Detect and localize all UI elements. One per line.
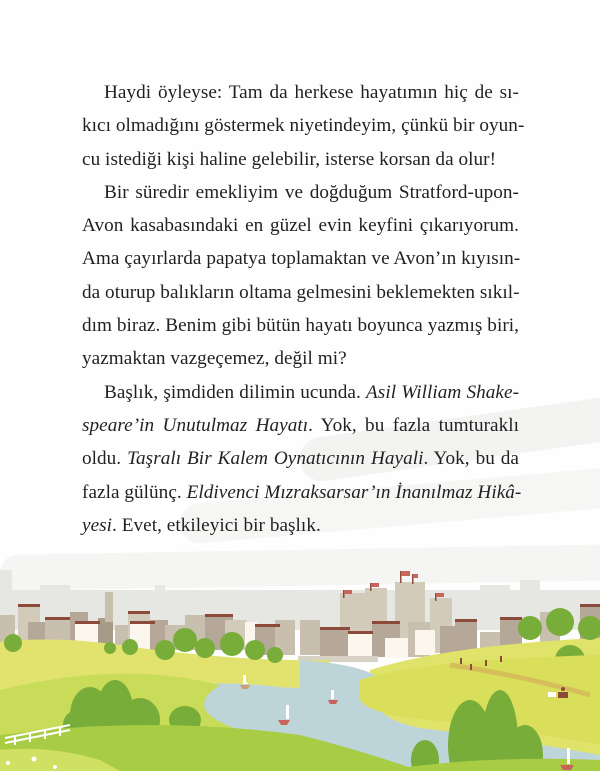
text-line [82, 309, 519, 342]
text-segment: Avon kasabasındaki en güzel evin keyfini çıkarıyorum. [82, 215, 519, 237]
text-line [82, 143, 519, 176]
text-segment: cu istediği kişi haline gelebilir, isterse korsan da olur! [82, 148, 497, 170]
text-line [82, 76, 519, 109]
text-line [82, 209, 519, 242]
text-segment: kıcı olmadığını göstermek niyetindeyim, çünkü bir oyun- [82, 115, 525, 137]
text-segment: . Evet, etkileyici bir başlık. [112, 514, 321, 536]
italic-title-text: yesi [82, 514, 113, 536]
text-segment: . Yok, bu da [423, 448, 519, 470]
text-segment: Haydi öyleyse: Tam da herkese hayatımın hiç de sı- [104, 82, 519, 103]
text-line [82, 409, 519, 442]
stratford-landscape-illustration [0, 560, 600, 771]
body-text [82, 76, 525, 542]
italic-title-text: Eldivenci Mızraksarsar’ın İnanılmaz Hikâ- [186, 481, 522, 503]
text-segment: oldu. [82, 448, 128, 470]
text-line [82, 276, 519, 309]
text-line [82, 109, 525, 142]
text-line [82, 242, 519, 275]
text-segment: Ama çayırlarda papatya toplamaktan ve Avon’ın kıyısın- [82, 248, 521, 270]
italic-title-text: Taşralı Bir Kalem Oynatıcının Hayali [127, 448, 424, 470]
text-segment: fazla gülünç. [82, 481, 187, 503]
text-line [82, 509, 519, 542]
text-segment: Bir süredir emekliyim ve doğduğum Stratford-upon- [104, 181, 519, 203]
text-line [82, 376, 519, 409]
text-line [82, 476, 522, 509]
text-segment: Başlık, şimdiden dilimin ucunda. [104, 381, 367, 403]
paragraph [82, 176, 519, 376]
text-line [82, 176, 519, 209]
paragraph [82, 76, 525, 176]
text-line [82, 442, 519, 475]
text-line [82, 342, 519, 375]
text-segment: yazmaktan vazgeçemez, değil mi? [82, 348, 347, 370]
paragraph [82, 376, 522, 542]
text-segment: dım biraz. Benim gibi bütün hayatı boyunca yazmış biri, [82, 315, 519, 337]
text-segment: da oturup balıkların oltama gelmesini beklemekten sıkıl- [82, 281, 520, 303]
italic-title-text: speare’in Unutulmaz Hayatı [82, 414, 309, 436]
italic-title-text: Asil William Shake- [366, 381, 520, 403]
text-segment: . Yok, bu fazla tumturaklı [308, 414, 520, 436]
